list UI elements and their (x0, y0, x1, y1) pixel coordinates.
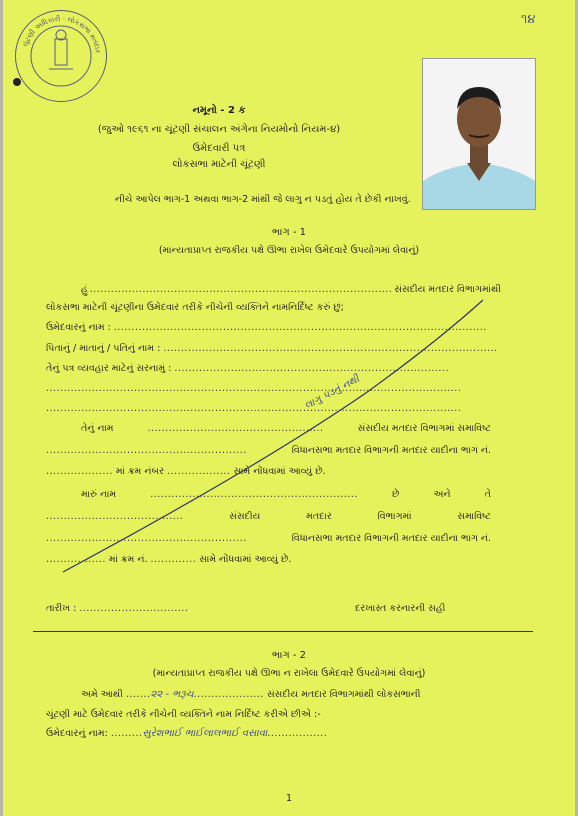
address-blank-3[interactable]: ...................................................................................................................... (46, 403, 462, 414)
my-part-no-blank[interactable]: ................. (46, 554, 106, 565)
part2-line1: અમે આથી .......૨૨ - ભરૂચ.................... સંસદીય મતદાર વિભાગમાંથી લોકસભાની (81, 689, 421, 700)
seal-text: ચૂંટણી અધિકારી · લોકસભા મતદાર (21, 14, 102, 54)
father-name-label: પિતાનું / માતાનું / પતિનું નામ : (46, 343, 161, 354)
date-blank[interactable]: ............................... (79, 603, 189, 614)
part2-heading: ભાગ - 2 (271, 650, 307, 661)
and-text: અને (433, 489, 451, 500)
my-name-label: મારું નામ (81, 489, 117, 500)
matdar-text: મતદાર (306, 511, 332, 522)
part2-candidate-value[interactable]: સુરેશભાઈ ભાઈલાલભાઈ વસાવા (142, 728, 268, 739)
candidate-name-label: ઉમેદવારનું નામ : (46, 322, 111, 333)
my-name-blank[interactable]: ........................................................... (150, 489, 358, 500)
part2-line1-start: અમે આથી (81, 689, 123, 700)
rule-reference: (જુઓ ૧૯૬૧ ના ચૂંટણી સંચાલન અંગેના નિયમોનો નિયમ-૪) (97, 124, 341, 135)
form-title: ઉમેદવારી પત્ર (192, 143, 246, 154)
constituency-blank[interactable]: ...................................................................................... (89, 284, 393, 295)
part2-constituency-value[interactable]: ૨૨ - ભરૂચ (150, 689, 194, 700)
part2-subheading: (માન્યતાપ્રાપ્ત રાજકીય પક્ષે ઊભા ન રાખેલા ઉમેદવારે ઉપયોગમાં લેવાનું) (152, 668, 426, 679)
part-no-blank[interactable]: ................... (46, 466, 113, 477)
form-number: નમૂનો - 2 ક (192, 105, 246, 116)
part2-line1-end: સંસદીય મતદાર વિભાગમાંથી લોકસભાની (266, 689, 421, 700)
my-assembly-blank[interactable]: ......................................................... (46, 533, 247, 544)
part1-heading: ભાગ - 1 (271, 227, 307, 238)
serial-blank[interactable]: .................. (167, 466, 231, 477)
part2-line2: ચૂંટણી માટે ઉમેદવાર તરીકે નીચેની વ્યક્તિને નામ નિર્દિષ્ટ કરીએ છીએ :- (46, 709, 321, 720)
my-constituency-blank[interactable]: ....................................... (46, 511, 184, 522)
part1-line1-end: સંસદીય મતદાર વિભાગમાંથી (394, 284, 501, 295)
part1-line1-start: હું (81, 284, 88, 295)
serial-label: માં ક્રમ નંબર (115, 466, 165, 477)
entered-text: સામે નોંધવામાં આવ્યું છે. (233, 466, 326, 477)
part1-subheading: (માન્યતાપ્રાપ્ત રાજકીય પક્ષે ઊભા રાખેલ ઉમેદવારે ઉપયોગમાં લેવાનું) (158, 245, 420, 256)
candidate-name-blank[interactable]: .......................................................................................................... (113, 322, 487, 333)
samavisht-text: સમાવિષ્ટ (457, 511, 491, 522)
my-serial-label: માં ક્રમ નં. (108, 554, 148, 565)
that-text: તે (484, 489, 491, 500)
is-text: છે (392, 489, 400, 500)
part1-line2: લોકસભા માટેની ચૂંટણીના ઉમેદવાર તરીકે નીચેની વ્યક્તિને નામનિર્દિષ્ટ કરું છું; (46, 302, 344, 313)
handwritten-not-applicable: લાગુ પડતું નથી (303, 373, 362, 412)
nomination-form-page (3, 0, 575, 816)
father-name-blank[interactable]: ............................................................................................... (163, 343, 498, 354)
corner-page-number: ૧૪ (521, 12, 536, 27)
address-blank-2[interactable]: ...................................................................................................................... (46, 383, 462, 394)
address-label: તેનું પત્ર વ્યવહાર માટેનું સરનામું : (46, 363, 172, 374)
my-serial-blank[interactable]: ............. (150, 554, 197, 565)
my-entered-text: સામે નોંધવામાં આવ્યું છે. (199, 554, 292, 565)
page-number: 1 (285, 793, 293, 804)
part2-candidate-row: ઉમેદવારનું નામ: .........સુરેશભાઈ ભાઈલાલભાઈ વસાવા................. (46, 728, 328, 739)
his-name-blank[interactable]: .................................................. (147, 423, 324, 434)
his-name-label: તેનું નામ (81, 423, 114, 434)
address-blank[interactable]: .............................................................................. (174, 363, 449, 374)
my-assembly-roll-part: વિધાનસભા મતદાર વિભાગની મતદાર યાદીના ભાગ નં. (291, 533, 491, 544)
section-divider (33, 631, 533, 632)
vibhag-text: વિભાગમાં (377, 511, 412, 522)
proposer-signature-label: દરખાસ્ત કરનારની સહી (355, 603, 446, 614)
instruction-text: નીચે આપેલ ભાગ-1 અથવા ભાગ-2 માંથી જે લાગુ ન પડતું હોય તે છેકી નાખવું. (115, 194, 411, 205)
date-label: તારીખ : (46, 603, 77, 614)
assembly-blank[interactable]: ......................................................... (46, 445, 247, 456)
part2-candidate-label: ઉમેદવારનું નામ: (46, 728, 108, 739)
constituency-included: સંસદીય મતદાર વિભાગમાં સમાવિષ્ટ (357, 423, 491, 434)
sansadiya-text: સંસદીય (229, 511, 261, 522)
assembly-roll-part: વિધાનસભા મતદાર વિભાગની મતદાર યાદીના ભાગ નં. (291, 445, 491, 456)
election-title: લોકસભા માટેની ચૂંટણી (172, 159, 266, 170)
